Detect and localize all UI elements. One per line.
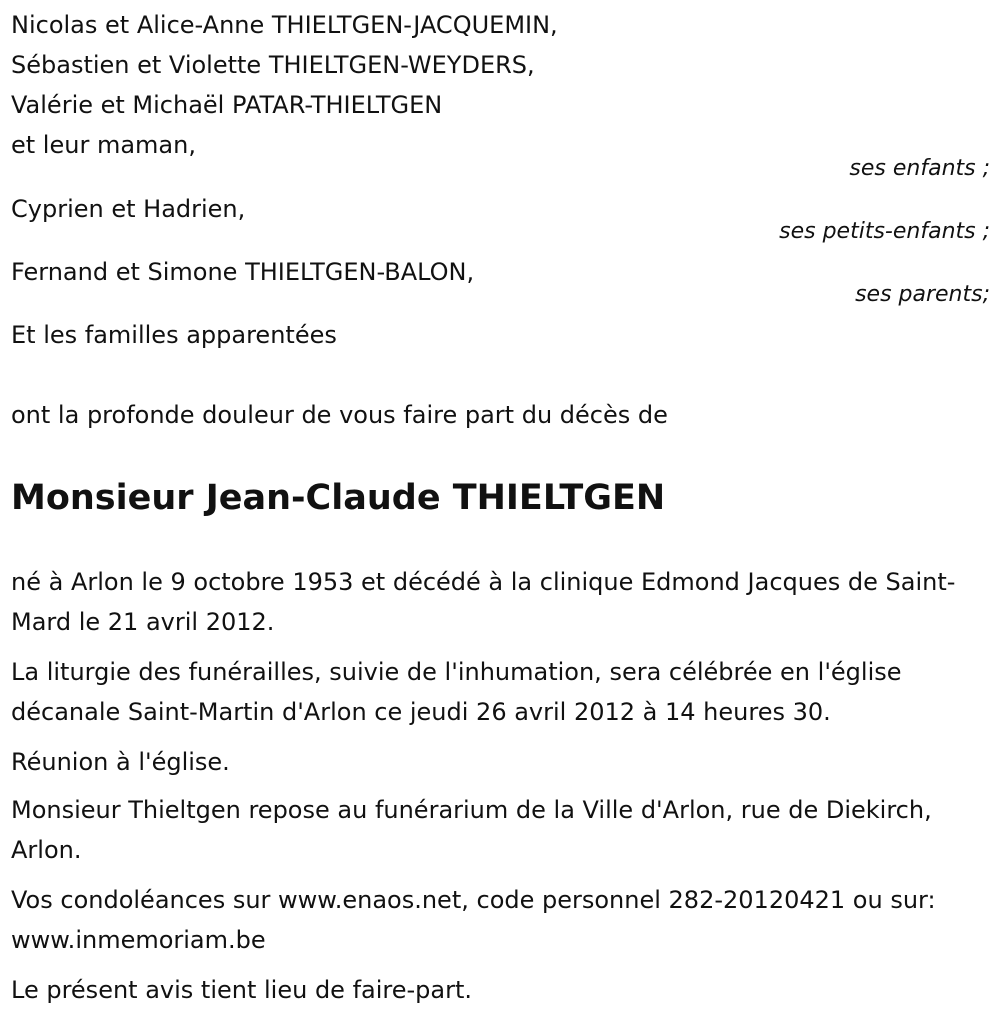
children-line-4: et leur maman, xyxy=(11,131,196,159)
grandchildren-role: ses petits-enfants ; xyxy=(779,219,990,244)
grandchildren-line: Cyprien et Hadrien, xyxy=(11,195,246,223)
children-line-3: Valérie et Michaël PATAR-THIELTGEN xyxy=(11,91,443,119)
announcement-line: ont la profonde douleur de vous faire part du décès de xyxy=(11,401,668,429)
condolences-paragraph: Vos condoléances sur www.enaos.net, code personnel 282-20120421 ou sur: www.inmemoriam.be xyxy=(11,886,936,954)
deceased-name: Monsieur Jean-Claude THIELTGEN xyxy=(11,478,666,518)
parents-line: Fernand et Simone THIELTGEN-BALON, xyxy=(11,258,475,286)
funeral-paragraph: La liturgie des funérailles, suivie de l'inhumation, sera célébrée en l'église décanale Saint-Martin d'Arlon ce jeudi 26 avril 2012 à 14 heures 30. xyxy=(11,658,902,726)
meeting-paragraph: Réunion à l'église. xyxy=(11,748,230,776)
notice-paragraph: Le présent avis tient lieu de faire-part. xyxy=(11,976,473,1004)
children-role: ses enfants ; xyxy=(849,156,990,181)
children-line-1: Nicolas et Alice-Anne THIELTGEN-JACQUEMIN, xyxy=(11,11,558,39)
children-line-2: Sébastien et Violette THIELTGEN-WEYDERS, xyxy=(11,51,535,79)
relatives-line: Et les familles apparentées xyxy=(11,321,337,349)
birth-death-paragraph: né à Arlon le 9 octobre 1953 et décédé à la clinique Edmond Jacques de Saint-Mard le 21 avril 2012. xyxy=(11,568,956,636)
parents-role: ses parents; xyxy=(855,282,990,307)
rest-place-paragraph: Monsieur Thieltgen repose au funérarium de la Ville d'Arlon, rue de Diekirch, Arlon. xyxy=(11,796,932,864)
